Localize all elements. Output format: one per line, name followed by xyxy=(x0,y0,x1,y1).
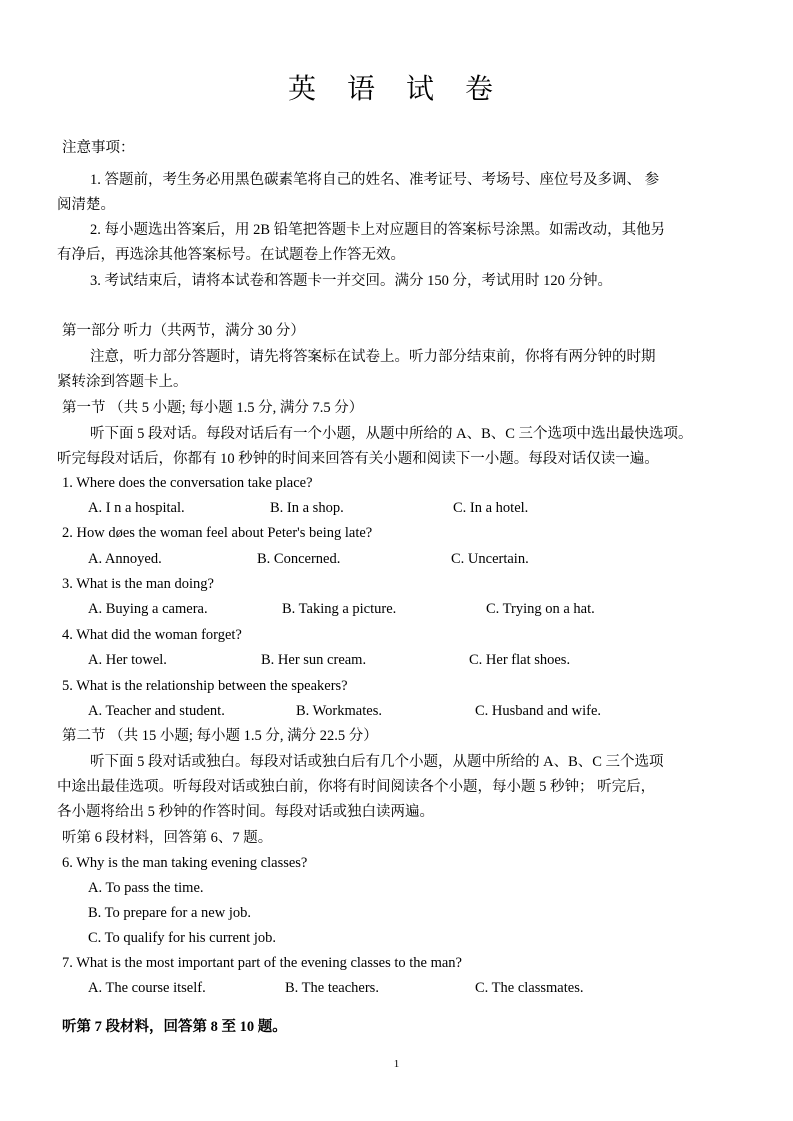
part1-note: 注意，听力部分答题时，请先将答案标在试卷上。听力部分结束前，你将有两分钟的时期 xyxy=(90,349,656,365)
q6-option-b: B. To prepare for a new job. xyxy=(88,905,251,921)
question-7: 7. What is the most important part of the evening classes to the man? xyxy=(62,955,462,971)
q7-option-b: B. The teachers. xyxy=(285,980,379,996)
material-7-instruction: 听第 7 段材料，回答第 8 至 10 题。 xyxy=(62,1019,287,1035)
question-1: 1. Where does the conversation take place? xyxy=(62,475,313,491)
q4-option-c: C. Her flat shoes. xyxy=(469,652,571,668)
q1-option-a: A. I n a hospital. xyxy=(88,500,185,516)
question-6: 6. Why is the man taking evening classes? xyxy=(62,855,308,871)
page-title: 英 语 试 卷 xyxy=(287,74,505,105)
q5-option-c: C. Husband and wife. xyxy=(475,703,602,719)
section1-instructions-cont: 听完每段对话后，你都有 10 秒钟的时间来回答有关小题和阅读下一小题。每段对话仅读一遍。 xyxy=(57,451,659,467)
material-6-instruction: 听第 6 段材料，回答第 6、7 题。 xyxy=(62,830,273,846)
q3-option-a: A. Buying a camera. xyxy=(88,601,208,617)
section2-instructions-cont-2: 各小题将给出 5 秒钟的作答时间。每段对话或独白读两遍。 xyxy=(57,804,434,820)
notice-item-2: 2. 每小题选出答案后，用 2B 铅笔把答题卡上对应题目的答案标号涂黑。如需改动，其他另 xyxy=(90,222,666,238)
q6-option-c: C. To qualify for his current job. xyxy=(88,930,276,946)
section2-instructions-cont-1: 中途出最佳选项。听每段对话或独白前，你将有时间阅读各个小题，每小题 5 秒钟； 听完后， xyxy=(57,779,656,795)
notice-item-3: 3. 考试结束后，请将本试卷和答题卡一并交回。满分 150 分，考试用时 120 分钟。 xyxy=(90,273,612,289)
part1-heading: 第一部分 听力（共两节，满分 30 分） xyxy=(62,323,305,339)
notice-item-1: 1. 答题前，考生务必用黑色碳素笔将自己的姓名、准考证号、考场号、座位号及多调、 参 xyxy=(90,172,660,188)
notice-item-2-cont: 有净后，再选涂其他答案标号。在试题卷上作答无效。 xyxy=(57,247,405,263)
notice-heading: 注意事项： xyxy=(62,140,135,156)
q7-option-c: C. The classmates. xyxy=(475,980,584,996)
q7-option-a: A. The course itself. xyxy=(88,980,206,996)
section2-instructions: 听下面 5 段对话或独白。每段对话或独白后有几个小题，从题中所给的 A、B、C 三个选项 xyxy=(90,754,664,770)
page-number: 1 xyxy=(393,1058,400,1070)
q1-option-b: B. In a shop. xyxy=(270,500,344,516)
q1-option-c: C. In a hotel. xyxy=(453,500,529,516)
q2-option-b: B. Concerned. xyxy=(257,551,341,567)
q5-option-a: A. Teacher and student. xyxy=(88,703,225,719)
part1-note-cont: 紧转涂到答题卡上。 xyxy=(57,374,188,390)
section1-heading: 第一节 （共 5 小题; 每小题 1.5 分, 满分 7.5 分） xyxy=(62,400,364,416)
question-5: 5. What is the relationship between the speakers? xyxy=(62,678,348,694)
q6-option-a: A. To pass the time. xyxy=(88,880,204,896)
q4-option-a: A. Her towel. xyxy=(88,652,167,668)
question-4: 4. What did the woman forget? xyxy=(62,627,242,643)
q3-option-b: B. Taking a picture. xyxy=(282,601,397,617)
section2-heading: 第二节 （共 15 小题; 每小题 1.5 分, 满分 22.5 分） xyxy=(62,728,378,744)
q5-option-b: B. Workmates. xyxy=(296,703,382,719)
question-3: 3. What is the man doing? xyxy=(62,576,214,592)
q4-option-b: B. Her sun cream. xyxy=(261,652,367,668)
question-2: 2. How døes the woman feel about Peter's being late? xyxy=(62,525,373,541)
q3-option-c: C. Trying on a hat. xyxy=(486,601,595,617)
q2-option-c: C. Uncertain. xyxy=(451,551,529,567)
section1-instructions: 听下面 5 段对话。每段对话后有一个小题，从题中所给的 A、B、C 三个选项中选出最快选项。 xyxy=(90,426,693,442)
notice-item-1-cont: 阅清楚。 xyxy=(57,197,115,213)
q2-option-a: A. Annoyed. xyxy=(88,551,162,567)
